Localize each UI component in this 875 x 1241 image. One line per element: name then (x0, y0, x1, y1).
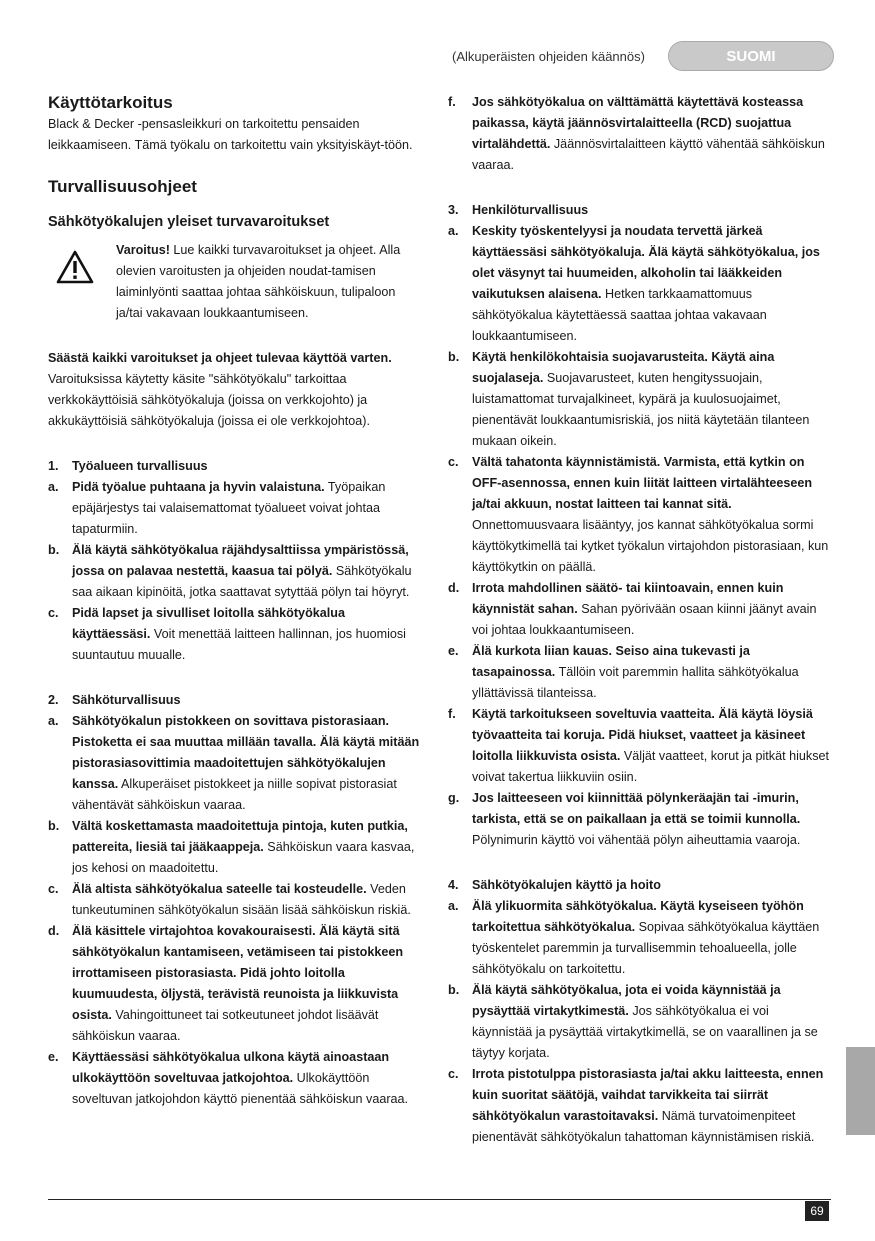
list-item: c. Vältä tahatonta käynnistämistä. Varmista, että kytkin on OFF-asennossa, ennen kuin liität laitteen virtalähteeseen ja/tai akkuun, nostat laitteen tai kannat sitä. Onnettomuusvaara lisääntyy, jos kannat sähkötyökalua sormi käyttökytkimellä tai kytket työkalun virtajohdon pistorasiaan, kun käyttökytkin on päällä. (448, 455, 829, 574)
list-item: c. Irrota pistotulppa pistorasiasta ja/tai akku laitteesta, ennen kuin suoritat säätöjä, vaihdat tarvikkeita tai siirrät sähkötyökalun varastoitavaksi. Nämä turvatoimenpiteet pienentävät sähkötyökalun tahattoman käynnistämisen riskiä. (448, 1067, 824, 1144)
warning-triangle-icon (56, 250, 94, 284)
section-3-heading: 3. Henkilöturvallisuus (448, 203, 589, 217)
list-item: e. Käyttäessäsi sähkötyökalua ulkona käytä ainoastaan ulkokäyttöön soveltuvaa jatkojohtoa. Ulkokäyttöön soveltuvan jatkojohdon käyttö pienentää sähköiskun vaaraa. (48, 1050, 409, 1106)
warning-bold: Varoitus! (116, 243, 170, 257)
section-4-heading: 4. Sähkötyökalujen käyttö ja hoito (448, 878, 661, 892)
list-item: a. Pidä työalue puhtaana ja hyvin valaistuna. Työpaikan epäjärjestys tai valaisemattomat työalueet voivat johtaa tapaturmiin. (48, 480, 386, 536)
list-item: b. Älä käytä sähkötyökalua räjähdysalttiissa ympäristössä, jossa on palavaa nestettä, kaasua tai pölyä. Sähkötyökalu saa aikaan kipinöitä, jotka saattavat sytyttää pölyn tai höyryt. (48, 543, 412, 599)
list-item: b. Vältä koskettamasta maadoitettuja pintoja, kuten putkia, pattereita, liesiä tai jääkaappeja. Sähköiskun vaara kasvaa, jos kehosi on maadoitettu. (48, 819, 415, 875)
safety-title: Turvallisuusohjeet (48, 177, 197, 196)
list-item: f. Jos sähkötyökalua on välttämättä käytettävä kosteassa paikassa, käytä jäännösvirtalaitteella (RCD) suojattua virtalähdettä. Jäännösvirtalaitteen käyttö vähentää sähköiskun vaaraa. (448, 95, 825, 172)
intended-use-title: Käyttötarkoitus (48, 93, 173, 112)
left-column (48, 92, 420, 1110)
section-1-heading: 1. Työalueen turvallisuus (48, 459, 208, 473)
list-item: e. Älä kurkota liian kauas. Seiso aina tukevasti ja tasapainossa. Tällöin voit paremmin hallita sähkötyökalua yllättävissä tilanteissa. (448, 644, 799, 700)
side-language-tab (846, 1047, 875, 1135)
list-item: f. Käytä tarkoitukseen soveltuvia vaatteita. Älä käytä löysiä työvaatteita tai koruja. Pidä hiukset, vaatteet ja käsineet loitolla liikkuvista osista. Väljät vaatteet, korut ja pitkät hiukset voivat takertua liikkuviin osiin. (448, 707, 829, 784)
general-warnings-title: Sähkötyökalujen yleiset turvavaroitukset (48, 214, 330, 230)
list-item: b. Käytä henkilökohtaisia suojavarusteita. Käytä aina suojalaseja. Suojavarusteet, kuten hengityssuojain, luistamattomat turvajalkineet, kypärä ja kuulosuojaimet, pienentävät loukkaantumisriskiä, jos niitä käytetään tilanteen mukaan oikein. (448, 350, 810, 448)
intended-use-text: Black & Decker -pensasleikkuri on tarkoitettu pensaiden leikkaamiseen. Tämä työkalu on tarkoitettu vain yksityiskäyt-töön. (48, 117, 413, 152)
list-item: c. Pidä lapset ja sivulliset loitolla sähkötyökalua käyttäessäsi. Voit menettää laitteen hallinnan, jos huomiosi suuntautuu muualle. (48, 606, 406, 662)
save-text: Varoituksissa käytetty käsite "sähkötyökalu" tarkoittaa verkkokäyttöisiä sähkötyökaluja (joissa on verkkojohto) ja akkukäyttöisiä sähkötyökaluja (joissa ei ole verkkojohtoa). (48, 372, 371, 428)
list-item: a. Keskity työskentelyysi ja noudata tervettä järkeä käyttäessäsi sähkötyökaluja. Älä käytä sähkötyökalua, jos olet väsynyt tai huumeiden, alkoholin tai lääkkeiden vaikutuksen alaisena. Hetken tarkkaamattomuus sähkötyökalua käytettäessä saattaa johtaa vakavaan loukkaantumiseen. (448, 224, 820, 343)
footer-divider (48, 1199, 831, 1200)
list-item: a. Älä ylikuormita sähkötyökalua. Käytä kyseiseen työhön tarkoitettua sähkötyökalua. Sopivaa sähkötyökalua käyttäen työskentelet paremmin ja turvallisemmin tehoalueella, jolle sähkötyökalu on tarkoitettu. (448, 899, 820, 976)
section-2-heading: 2. Sähköturvallisuus (48, 693, 181, 707)
warning-text: Lue kaikki turvavaroitukset ja ohjeet. Alla olevien varoitusten ja ohjeiden noudat-tamisen laiminlyönti saattaa johtaa sähköiskuun, tulipaloon ja/tai vakavaan loukkaantumiseen. (116, 243, 401, 320)
list-item: b. Älä käytä sähkötyökalua, jota ei voida käynnistää ja pysäyttää virtakytkimestä. Jos sähkötyökalua ei voi käynnistää ja pysäyttää virtakytkimellä, se on vaarallinen ja se täytyy korjata. (448, 983, 818, 1060)
list-item: a. Sähkötyökalun pistokkeen on sovittava pistorasiaan. Pistoketta ei saa muuttaa millään tavalla. Älä käytä mitään pistorasiasovittimia maadoitettujen sähkötyökalujen kanssa. Alkuperäiset pistokkeet ja niille sopivat pistorasiat vähentävät sähköiskun vaaraa. (48, 714, 420, 812)
list-item: g. Jos laitteeseen voi kiinnittää pölynkeräajän tai -imurin, tarkista, että se on paikallaan ja että se toimii kunnolla. Pölynimurin käyttö voi vähentää pölyn aiheuttamia vaaroja. (448, 791, 801, 847)
list-item: c. Älä altista sähkötyökalua sateelle tai kosteudelle. Veden tunkeutuminen sähkötyökalun sisään lisää sähköiskun riskiä. (48, 882, 411, 917)
list-item: d. Irrota mahdollinen säätö- tai kiintoavain, ennen kuin käynnistät sahan. Sahan pyörivään osaan kiinni jäänyt avain voi johtaa loukkaantumiseen. (448, 581, 817, 637)
header-note: (Alkuperäisten ohjeiden käännös) (452, 49, 645, 64)
save-instructions (48, 348, 420, 432)
right-column (448, 92, 830, 1148)
save-bold: Säästä kaikki varoitukset ja ohjeet tulevaa käyttöä varten. (48, 351, 392, 365)
page-number: 69 (805, 1201, 829, 1221)
warning-block (48, 240, 420, 324)
list-item: d. Älä käsittele virtajohtoa kovakouraisesti. Älä käytä sitä sähkötyökalun kantamiseen, vetämiseen tai pistokkeen irrottamiseen pistorasiasta. Pidä johto loitolla kuumuudesta, öljystä, terävistä reunoista ja liikkuvista osista. Vahingoittuneet tai sotkeutuneet johdot lisäävät sähköiskun vaaraa. (48, 924, 404, 1043)
language-tab: SUOMI (668, 41, 834, 71)
